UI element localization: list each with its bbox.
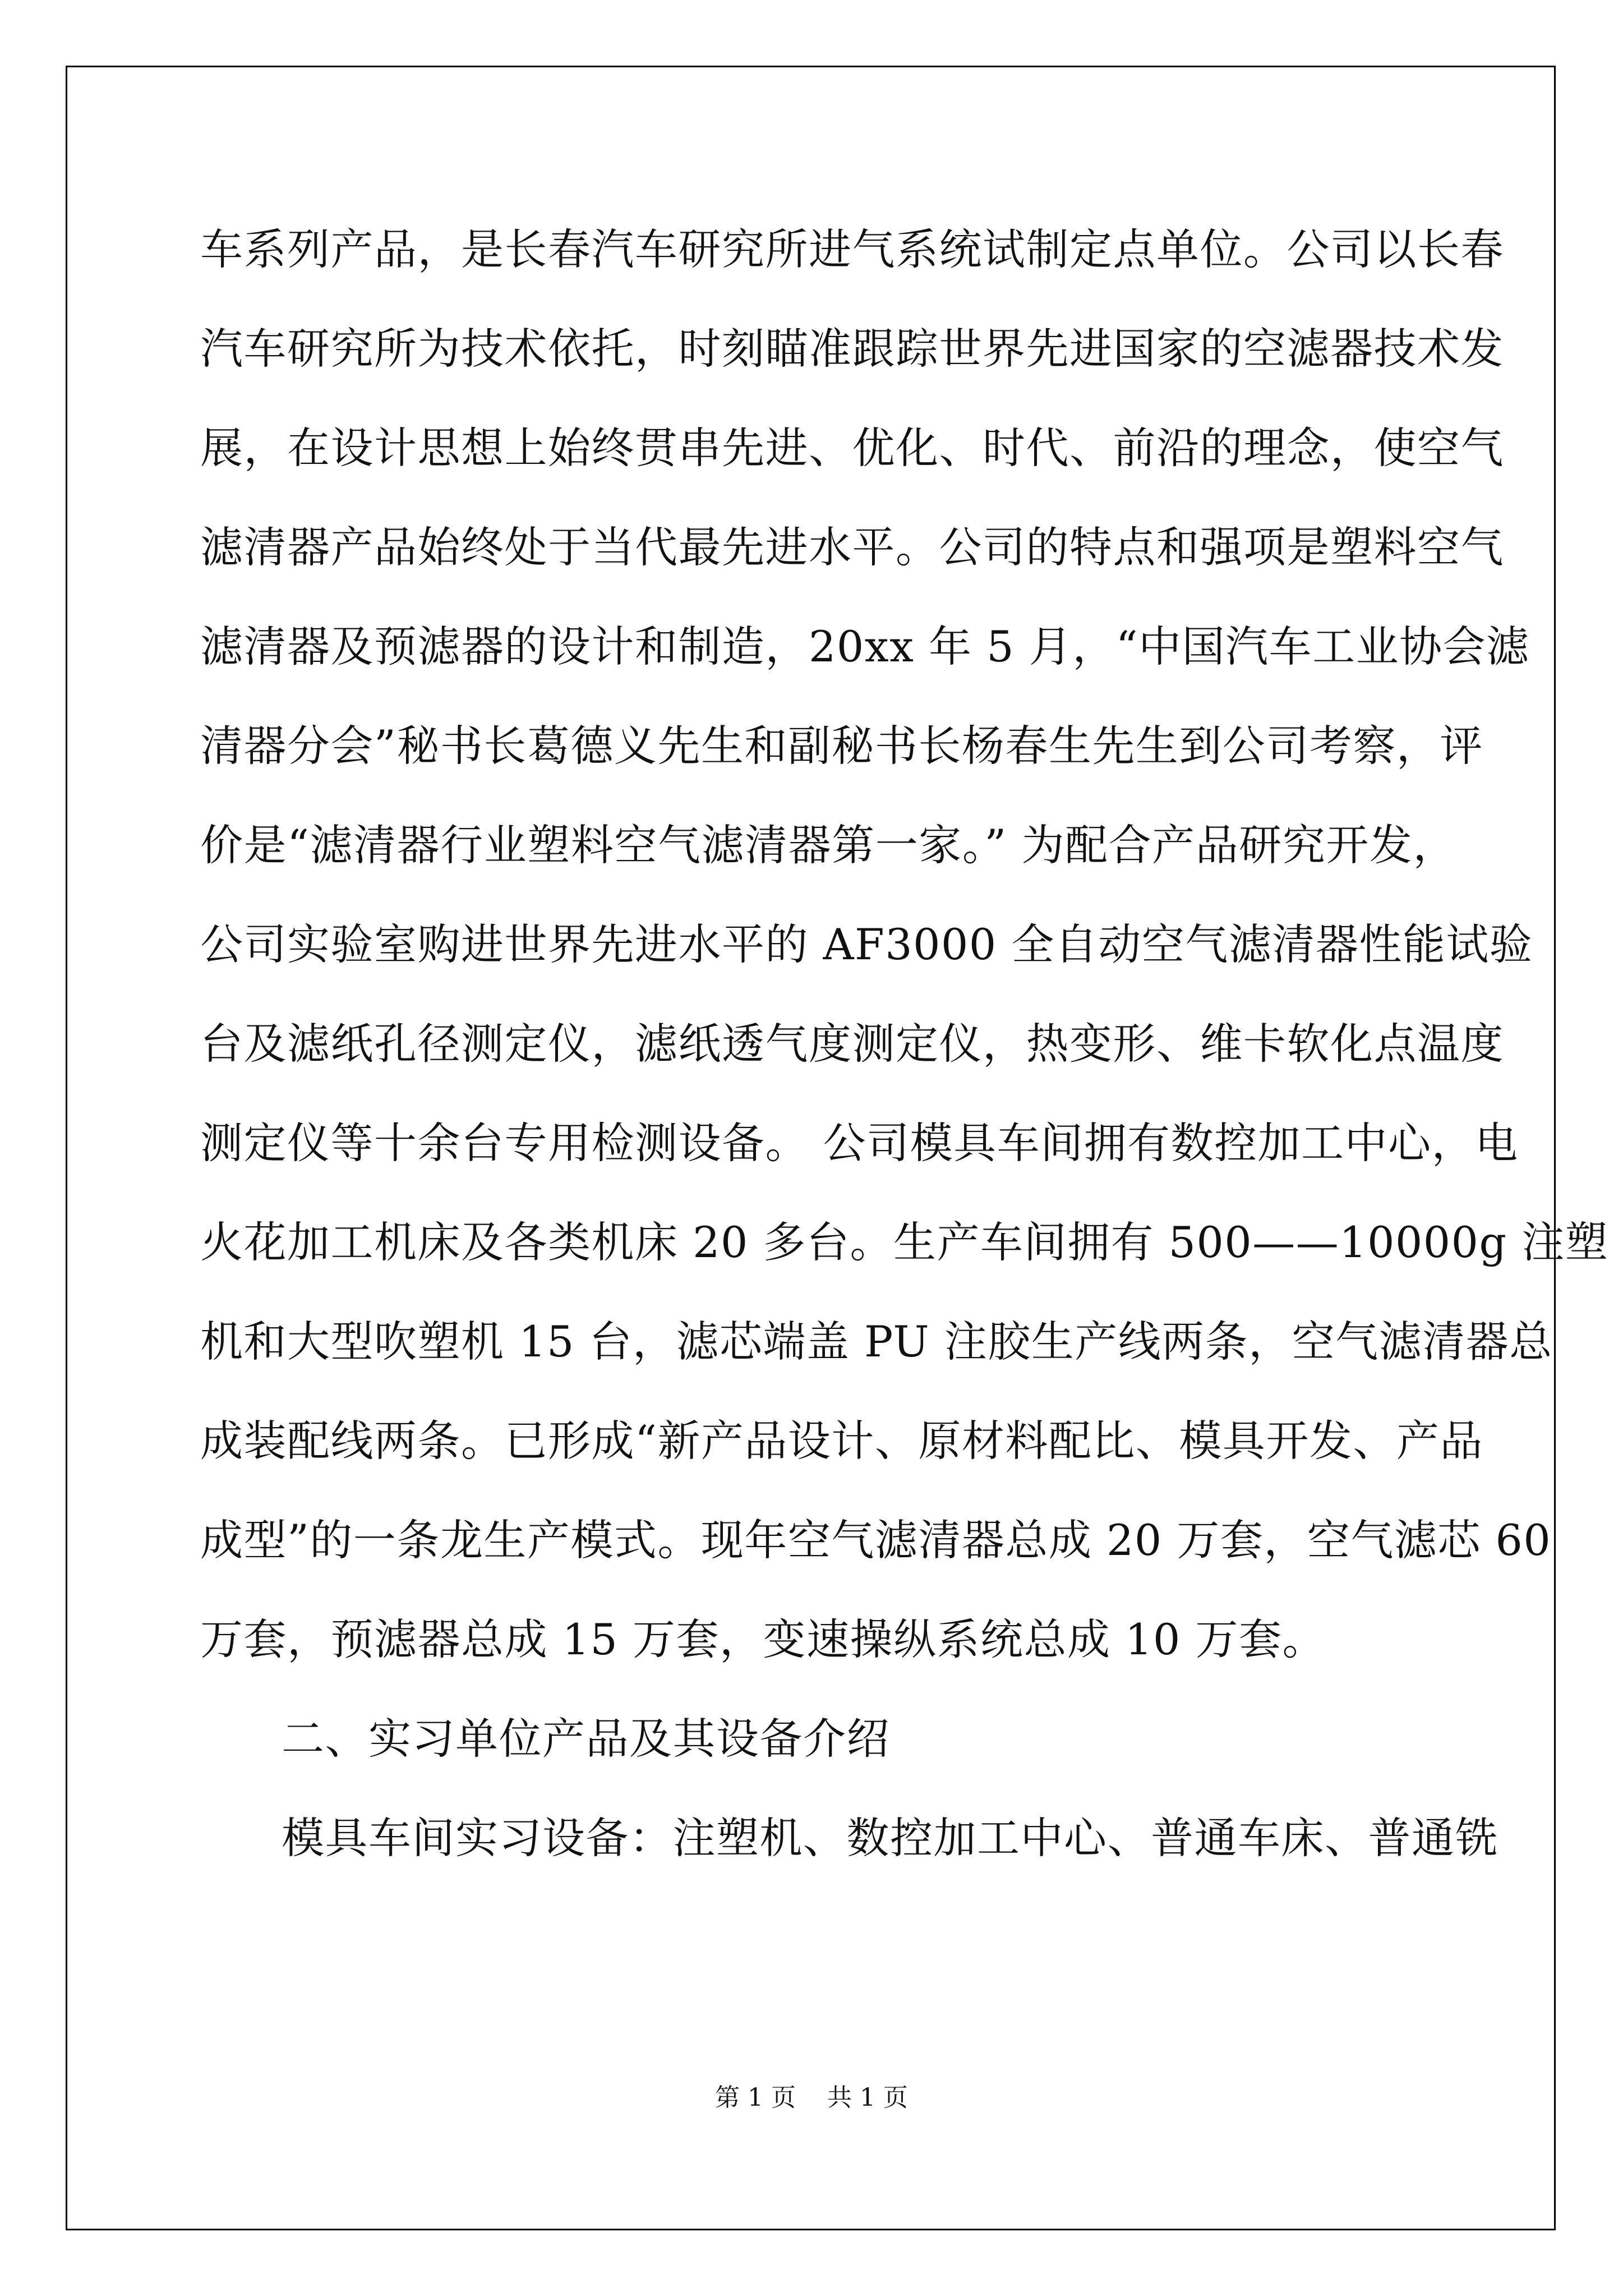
text-line: 台及滤纸孔径测定仪，滤纸透气度测定仪，热变形、维卡软化点温度 xyxy=(200,1019,1504,1069)
text-line: 成型”的一条龙生产模式。现年空气滤清器总成 20 万套，空气滤芯 60 xyxy=(200,1515,1552,1565)
text-line: 测定仪等十余台专用检测设备。 公司模具车间拥有数控加工中心，电 xyxy=(200,1118,1519,1168)
text-line: 车系列产品，是长春汽车研究所进气系统试制定点单位。公司以长春 xyxy=(200,224,1504,274)
text-line: 万套，预滤器总成 15 万套，变速操纵系统总成 10 万套。 xyxy=(200,1614,1326,1664)
text-line: 清器分会”秘书长葛德义先生和副秘书长杨春生先生到公司考察，评 xyxy=(200,721,1483,771)
page-number: 第 1 页 共 1 页 xyxy=(715,2083,908,2112)
text-line: 滤清器产品始终处于当代最先进水平。公司的特点和强项是塑料空气 xyxy=(200,522,1504,572)
text-line: 公司实验室购进世界先进水平的 AF3000 全自动空气滤清器性能试验 xyxy=(200,919,1533,969)
text-line: 价是“滤清器行业塑料空气滤清器第一家。” 为配合产品研究开发， xyxy=(200,820,1456,870)
text-line: 成装配线两条。已形成“新产品设计、原材料配比、模具开发、产品 xyxy=(200,1416,1483,1466)
text-line: 火花加工机床及各类机床 20 多台。生产车间拥有 500——10000g 注塑 xyxy=(200,1217,1609,1267)
text-line: 模具车间实习设备：注塑机、数控加工中心、普通车床、普通铣 xyxy=(282,1813,1498,1863)
text-line: 机和大型吹塑机 15 台，滤芯端盖 PU 注胶生产线两条，空气滤清器总 xyxy=(200,1317,1553,1366)
text-line: 汽车研究所为技术依托，时刻瞄准跟踪世界先进国家的空滤器技术发 xyxy=(200,324,1504,374)
text-line: 滤清器及预滤器的设计和制造，20xx 年 5 月，“中国汽车工业协会滤 xyxy=(200,622,1530,671)
text-line: 展，在设计思想上始终贯串先进、优化、时代、前沿的理念，使空气 xyxy=(200,423,1504,473)
section-heading: 二、实习单位产品及其设备介绍 xyxy=(282,1714,890,1764)
